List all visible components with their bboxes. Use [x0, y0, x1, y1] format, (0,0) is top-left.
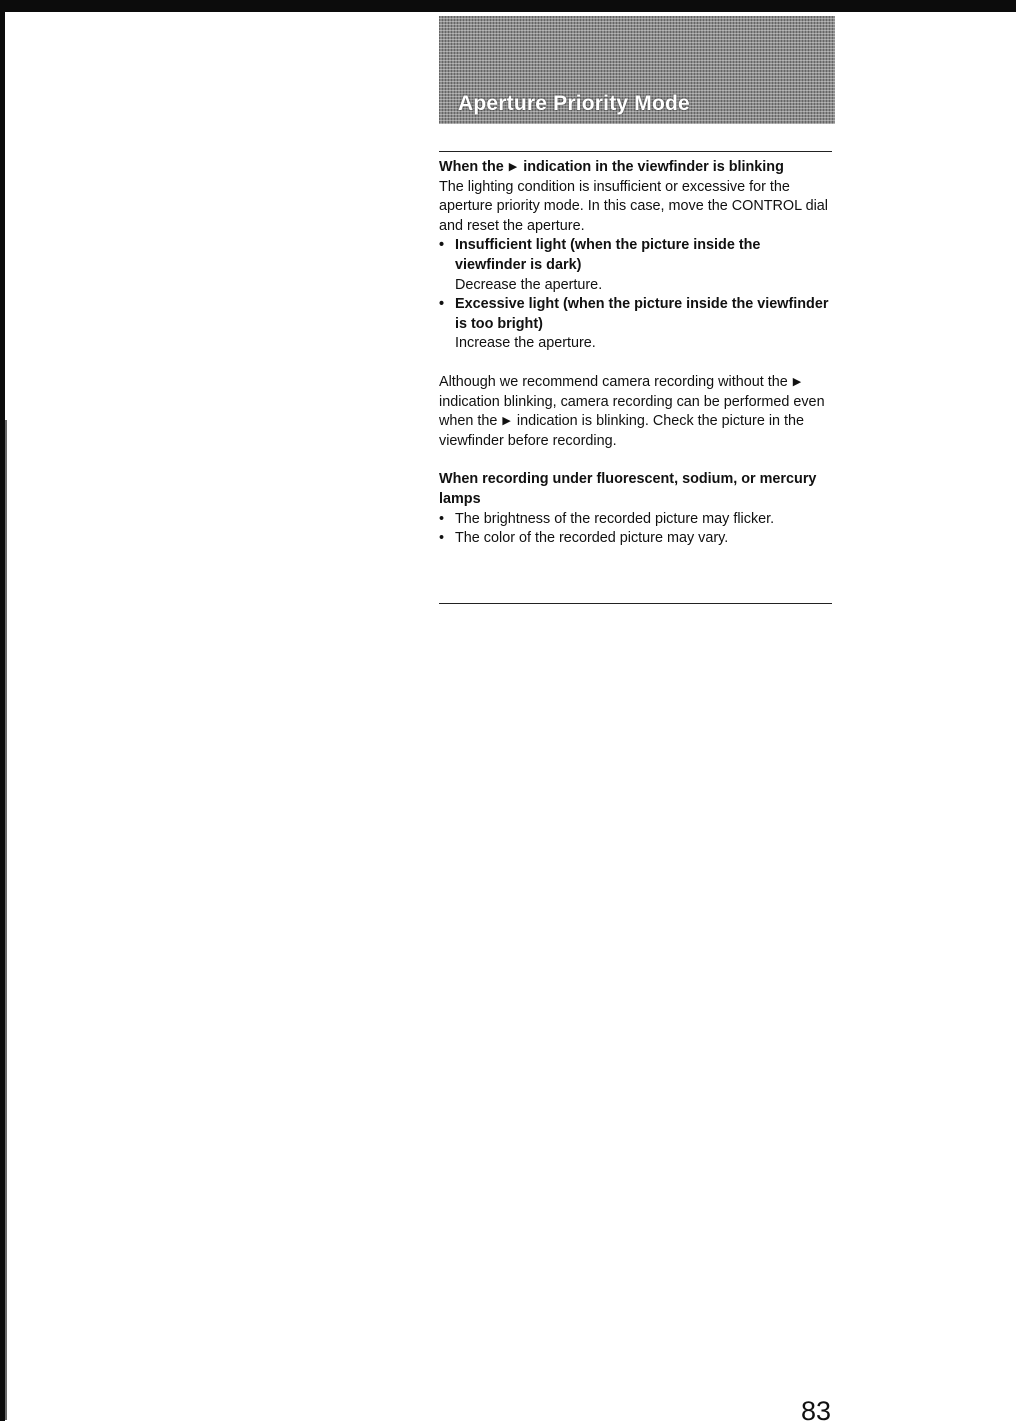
- list-item: [439, 529, 835, 549]
- bullet-text: The brightness of the recorded picture may flicker.: [455, 510, 775, 527]
- bullet-body: Increase the aperture.: [455, 335, 596, 352]
- section1-heading-after: indication in the viewfinder is blinking: [523, 159, 784, 175]
- section1-intro: The lighting condition is insufficient or excessive for the aperture priority mode. In this case, move the CONTROL dial and reset the aperture.: [439, 178, 828, 234]
- section1-heading-before: When the: [439, 159, 504, 175]
- paragraph-2-part2: indication blinking, camera recording can be performed even when the: [439, 393, 825, 430]
- bullet-icon: •: [439, 530, 445, 547]
- paragraph-2-part1: Although we recommend camera recording without the: [439, 373, 788, 390]
- paragraph-2: [439, 373, 835, 451]
- list-item: [439, 236, 835, 295]
- spacer: [439, 354, 835, 373]
- bullet-icon: •: [439, 237, 445, 254]
- bullet-body: Decrease the aperture.: [455, 276, 603, 293]
- list-item: [439, 510, 835, 530]
- scan-edge-top-thin: [830, 6, 1016, 9]
- scan-edge-left-soft: [5, 420, 7, 1420]
- list-item: [439, 295, 835, 354]
- bullet-text: The color of the recorded picture may vary.: [455, 530, 729, 547]
- right-triangle-icon: ▶: [792, 375, 802, 388]
- main-content: [439, 158, 835, 549]
- title-banner: [439, 16, 835, 124]
- top-rule: [439, 151, 832, 152]
- page-number: 83: [801, 1396, 832, 1426]
- section2-heading: When recording under fluorescent, sodium, or mercury lamps: [439, 471, 817, 507]
- bullet-heading: Insufficient light (when the picture inside the viewfinder is dark): [455, 237, 761, 273]
- bottom-rule: [439, 603, 832, 604]
- bullet-icon: •: [439, 296, 445, 313]
- bullet-heading: Excessive light (when the picture inside the viewfinder is too bright): [455, 296, 829, 332]
- right-triangle-icon: ▶: [502, 415, 511, 428]
- section1-heading: [439, 158, 835, 178]
- page-title: Aperture Priority Mode: [458, 92, 690, 115]
- spacer: [439, 451, 835, 470]
- paragraph-2-part3: indication is blinking. Check the picture in the viewfinder before recording.: [439, 413, 805, 449]
- right-triangle-icon: ▶: [508, 161, 518, 173]
- bullet-icon: •: [439, 510, 445, 527]
